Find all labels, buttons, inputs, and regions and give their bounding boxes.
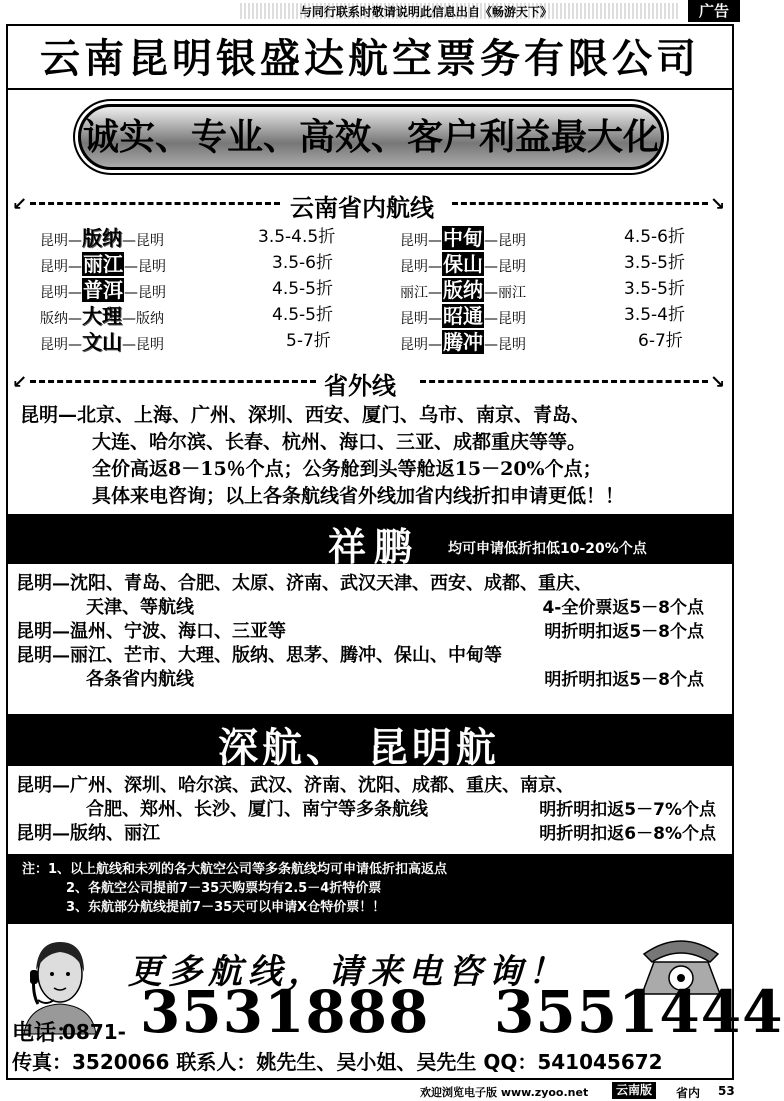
fax-contact-line: 传真：3520066 联系人：姚先生、吴小姐、吴先生 QQ：541045672 xyxy=(12,1050,663,1074)
route-dest: 版纳 xyxy=(443,278,483,302)
route-discount: 4.5-6折 xyxy=(624,227,685,247)
route-dest: 保山 xyxy=(443,252,483,276)
outer-line: 大连、哈尔滨、长春、杭州、海口、三亚、成都重庆等等。 xyxy=(92,431,587,453)
shenhang-title: 深航、 昆明航 xyxy=(218,724,500,771)
route-discount: 3.5-5折 xyxy=(624,253,685,273)
edition-tag: 云南版 xyxy=(612,1082,656,1099)
notes-box xyxy=(8,854,732,924)
route-discount: 3.5-6折 xyxy=(272,253,333,273)
xiangpeng-title: 祥鹏 xyxy=(328,524,421,569)
website-link[interactable]: 欢迎浏览电子版 www.zyoo.net xyxy=(420,1086,589,1099)
shenhang-band xyxy=(8,714,732,771)
route-row: 昆明—文山—昆明 5-7折 昆明—腾冲—昆明 6-7折 xyxy=(40,326,700,352)
route-discount: 6-7折 xyxy=(638,331,683,351)
route-dest: 中甸 xyxy=(443,226,483,250)
xiangpeng-routes xyxy=(16,572,728,692)
route-dest: 大理 xyxy=(82,304,122,328)
phone-label: 电话： xyxy=(12,1021,79,1046)
outer-line: 具体来电咨询；以上各条航线省外线加省内线折扣申请更低！！ xyxy=(92,485,625,507)
outer-heading xyxy=(12,366,728,400)
note-line: 2、各航空公司提前7－35天购票均有2.5－4折特价票 xyxy=(66,881,382,896)
domestic-routes xyxy=(40,222,700,352)
xiangpeng-subtitle: 均可申请低折扣低10-20%个点 xyxy=(448,541,647,557)
xiangpeng-row: 昆明—温州、宁波、海口、三亚等 明折明扣返5－8个点 xyxy=(16,621,704,642)
route-discount: 3.5-4.5折 xyxy=(258,227,336,247)
slogan-banner: 诚实、专业、高效、客户利益最大化 xyxy=(78,104,664,170)
route-dest: 普洱 xyxy=(83,278,123,302)
xiangpeng-row: 昆明—沈阳、青岛、合肥、太原、济南、武汉天津、西安、成都、重庆、 xyxy=(16,573,592,594)
shenhang-routes xyxy=(16,774,728,846)
route-row: 版纳—大理—版纳 4.5-5折 昆明—昭通—昆明 3.5-4折 xyxy=(40,300,700,326)
route-row: 昆明—版纳—昆明 3.5-4.5折 昆明—中甸—昆明 4.5-6折 xyxy=(40,222,700,248)
shenhang-row: 合肥、郑州、长沙、厦门、南宁等多条航线 明折明扣返5－7%个点 xyxy=(86,799,716,820)
route-row: 昆明—丽江—昆明 3.5-6折 昆明—保山—昆明 3.5-5折 xyxy=(40,248,700,274)
route-discount: 3.5-5折 xyxy=(624,279,685,299)
route-discount: 4.5-5折 xyxy=(272,305,333,325)
route-dest: 昭通 xyxy=(443,304,483,328)
left-arrow-icon: ↙ xyxy=(12,372,28,393)
outer-line: 全价高返8－15％个点；公务舱到头等舱返15－20%个点； xyxy=(92,458,602,480)
xiangpeng-band xyxy=(8,514,732,569)
contact-section xyxy=(8,926,784,1078)
xiangpeng-row: 各条省内航线 明折明扣返5－8个点 xyxy=(86,669,704,690)
dash-divider xyxy=(30,202,280,205)
shenhang-row: 昆明—广州、深圳、哈尔滨、武汉、济南、沈阳、成都、重庆、南京、 xyxy=(16,775,574,796)
right-arrow-icon: ↘ xyxy=(710,372,726,393)
phone-number-2: 3551444 xyxy=(494,978,784,1046)
route-dest: 腾冲 xyxy=(443,330,483,354)
route-dest: 丽江 xyxy=(83,252,123,276)
section-label: 省内 xyxy=(676,1086,701,1100)
domestic-title: 云南省内航线 xyxy=(284,188,440,223)
xiangpeng-row: 天津、等航线 4-全价票返5－8个点 xyxy=(86,597,704,618)
area-code: 0871- xyxy=(62,1020,126,1044)
route-discount: 3.5-4折 xyxy=(624,305,685,325)
ad-badge: 广告 xyxy=(688,0,740,22)
route-dest: 版纳 xyxy=(82,226,122,250)
company-name: 云南昆明银盛达航空票务有限公司 xyxy=(8,28,732,90)
route-row: 昆明—普洱—昆明 4.5-5折 丽江—版纳—丽江 3.5-5折 xyxy=(40,274,700,300)
route-discount: 5-7折 xyxy=(286,331,331,351)
top-bar xyxy=(0,0,740,22)
route-discount: 4.5-5折 xyxy=(272,279,333,299)
page-number: 53 xyxy=(718,1084,735,1098)
domestic-heading xyxy=(12,188,728,222)
right-arrow-icon: ↘ xyxy=(710,194,726,215)
page-footer xyxy=(0,1082,740,1100)
dash-divider xyxy=(420,380,708,383)
outer-line: 昆明—北京、上海、广州、深圳、西安、厦门、乌市、南京、青岛、 xyxy=(20,404,591,426)
note-line: 3、东航部分航线提前7－35天可以申请X仓特价票！！ xyxy=(66,900,386,915)
left-arrow-icon: ↙ xyxy=(12,194,28,215)
route-dest: 文山 xyxy=(82,330,122,354)
dash-divider xyxy=(452,202,708,205)
outer-routes xyxy=(20,402,720,510)
outer-title: 省外线 xyxy=(318,366,402,401)
note-line: 注：1、以上航线和未列的各大航空公司等多条航线均可申请低折扣高返点 xyxy=(22,862,448,877)
shenhang-row: 昆明—版纳、丽江 明折明扣返6－8%个点 xyxy=(16,823,716,844)
phone-number-1: 3531888 xyxy=(140,978,430,1046)
more-routes-callout: 更多航线，请来电咨询！ xyxy=(128,952,568,992)
xiangpeng-row: 昆明—丽江、芒市、大理、版纳、思茅、腾冲、保山、中甸等 xyxy=(16,645,502,666)
dash-divider xyxy=(30,380,316,383)
source-note: 与同行联系时敬请说明此信息出自《畅游天下》 xyxy=(300,5,553,19)
